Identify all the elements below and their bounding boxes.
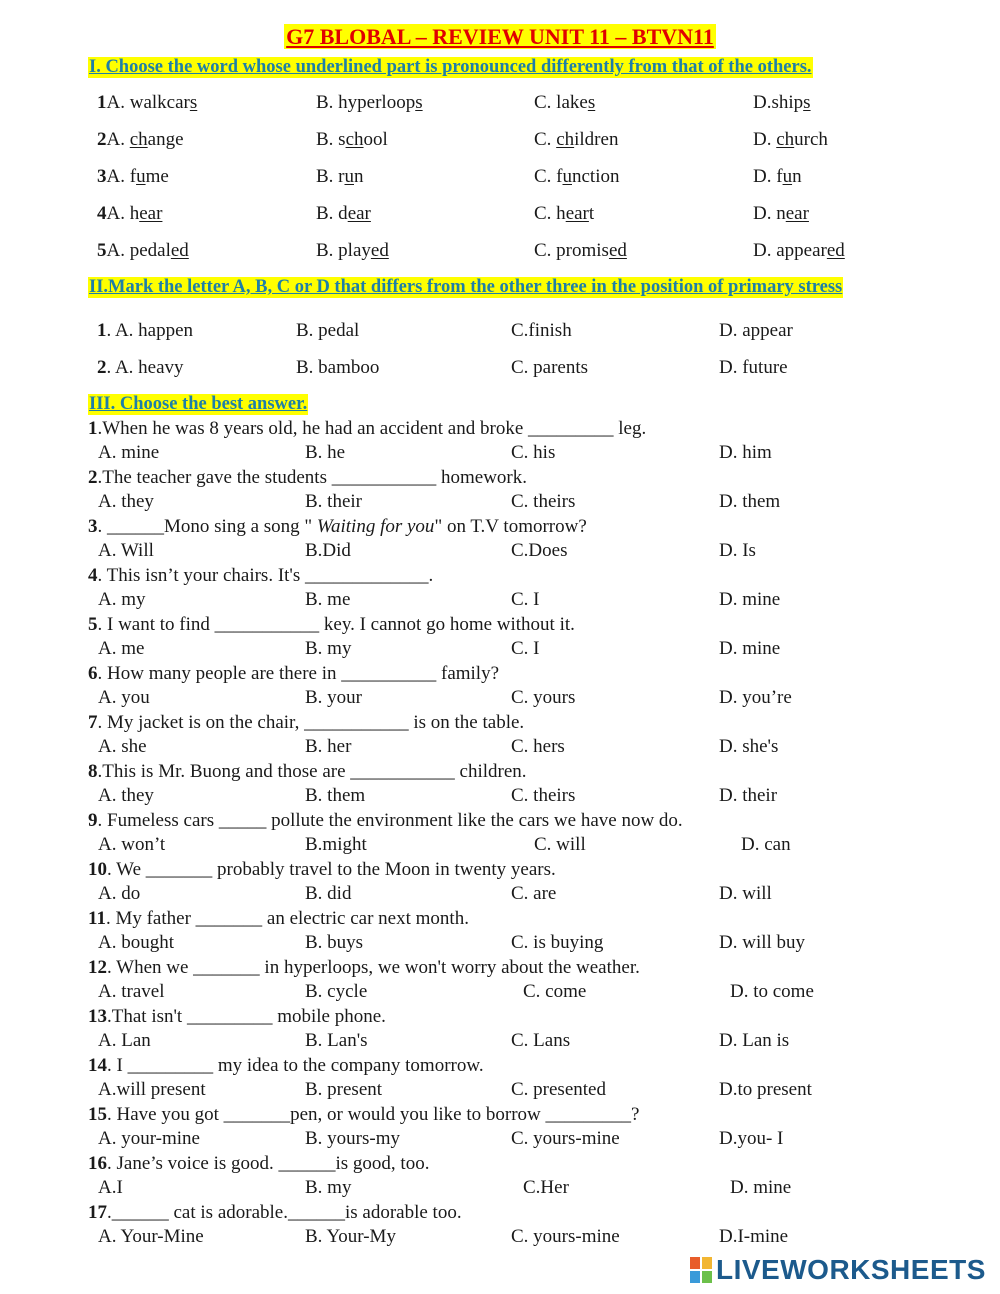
option-a[interactable]: A. travel (98, 981, 165, 1002)
option-a[interactable]: A. me (98, 638, 145, 659)
option-d[interactable]: D. them (719, 491, 781, 512)
question-number: 10 (88, 859, 107, 880)
pronunciation-row (0, 92, 1000, 118)
option-c[interactable] (534, 92, 595, 114)
option-text: A. (106, 129, 130, 150)
option-b[interactable]: B. cycle (305, 981, 368, 1002)
stress-row (0, 357, 1000, 383)
option-c[interactable]: C. Lans (511, 1030, 571, 1051)
question-stem: . My jacket is on the chair, ___________ is on the table. (97, 712, 525, 733)
option-a[interactable] (97, 129, 184, 151)
option-b[interactable]: B. their (305, 491, 362, 512)
underlined-part: ch (129, 129, 148, 150)
option-a[interactable] (97, 166, 169, 188)
question-number: 7 (88, 712, 98, 733)
option-b[interactable]: B.Did (305, 540, 351, 561)
question-stem: . When we _______ in hyperloops, we won't worry about the weather. (107, 957, 640, 978)
question-stem: .This is Mr. Buong and those are ___________ children. (97, 761, 527, 782)
question-text (88, 1104, 639, 1126)
option-a[interactable]: A. Your-Mine (98, 1226, 204, 1247)
logo-text: LIVEWORKSHEETS (716, 1254, 986, 1285)
option-b[interactable] (296, 320, 359, 342)
pronunciation-row (0, 240, 1000, 266)
question-stem: . ______Mono sing a song " (97, 516, 317, 537)
option-a[interactable]: A. you (98, 687, 150, 708)
stress-row (0, 320, 1000, 346)
answer-options (0, 1226, 1000, 1250)
option-text: ool (363, 129, 388, 150)
question-number: 17 (88, 1202, 107, 1223)
option-b[interactable]: B. Lan's (305, 1030, 368, 1051)
option-d[interactable]: D.you- I (719, 1128, 784, 1149)
option-text: t (588, 203, 595, 224)
option-c[interactable] (534, 203, 594, 225)
option-c[interactable]: C.Her (523, 1177, 569, 1198)
option-c[interactable] (534, 129, 618, 151)
answer-options (0, 736, 1000, 760)
option-text: . A. happen (106, 320, 194, 341)
option-a[interactable]: A. won’t (98, 834, 166, 855)
option-text: B. r (316, 166, 345, 187)
option-d[interactable]: D. him (719, 442, 772, 463)
option-text: urch (794, 129, 828, 150)
song-title: Waiting for you (316, 516, 435, 537)
question-stem: .The teacher gave the students ___________ homework. (97, 467, 527, 488)
option-d[interactable]: D. she's (719, 736, 779, 757)
underlined-part: ed (826, 240, 845, 261)
underlined-part: ed (608, 240, 627, 261)
underlined-part: ed (370, 240, 389, 261)
option-text: C. h (534, 203, 566, 224)
question-number: 2 (97, 129, 107, 150)
underlined-part: ear (347, 203, 371, 224)
question-stem: . My father _______ an electric car next month. (105, 908, 469, 929)
question-number: 6 (88, 663, 98, 684)
question-stem: . Jane’s voice is good. ______is good, too. (107, 1153, 430, 1174)
option-d[interactable]: D. will (719, 883, 772, 904)
answer-options (0, 1030, 1000, 1054)
option-text: C.finish (511, 320, 572, 341)
option-b[interactable]: B. he (305, 442, 346, 463)
option-a[interactable] (97, 357, 184, 379)
option-d[interactable]: D. Is (719, 540, 756, 561)
question-text (88, 565, 433, 587)
option-text: ildren (574, 129, 619, 150)
title-text: G7 BLOBAL – REVIEW UNIT 11 – BTVN11 (286, 24, 714, 49)
answer-options (0, 981, 1000, 1005)
section3-heading: III. Choose the best answer. (89, 394, 308, 414)
option-text: ange (147, 129, 184, 150)
option-text: D. future (719, 357, 788, 378)
option-c[interactable]: C. yours (511, 687, 576, 708)
option-d[interactable] (753, 203, 809, 225)
option-d[interactable] (719, 357, 788, 379)
answer-options (0, 442, 1000, 466)
option-c[interactable] (511, 320, 572, 342)
question-text (88, 1055, 484, 1077)
option-c[interactable]: C. I (511, 638, 540, 659)
option-text: A. f (106, 166, 137, 187)
option-c[interactable]: C. theirs (511, 491, 576, 512)
section1-heading: I. Choose the word whose underlined part is pronounced differently from that of the others. (89, 57, 812, 77)
option-d[interactable]: D. mine (719, 589, 781, 610)
section2-heading: II.Mark the letter A, B, C or D that differs from the other three in the position of primary stress (89, 277, 843, 297)
option-text: D.ship (753, 92, 804, 113)
option-d[interactable] (753, 92, 811, 114)
option-d[interactable]: D. mine (730, 1177, 792, 1198)
option-b[interactable]: B. present (305, 1079, 383, 1100)
option-a[interactable]: A. do (98, 883, 141, 904)
answer-options (0, 1177, 1000, 1201)
question-number: 4 (88, 565, 98, 586)
underlined-part: ch (776, 129, 795, 150)
option-text: C. parents (511, 357, 589, 378)
answer-options (0, 1128, 1000, 1152)
option-c[interactable]: C. are (511, 883, 557, 904)
question-text (88, 761, 527, 783)
option-a[interactable]: A. mine (98, 442, 160, 463)
option-b[interactable] (296, 357, 379, 379)
option-c[interactable]: C. presented (511, 1079, 606, 1100)
option-b[interactable]: B. my (305, 1177, 352, 1198)
question-stem: . We _______ probably travel to the Moon in twenty years. (107, 859, 556, 880)
option-c[interactable] (534, 166, 620, 188)
option-a[interactable]: A.will present (98, 1079, 206, 1100)
question-text (88, 614, 575, 636)
question-number: 2 (88, 467, 98, 488)
question-text (88, 712, 524, 734)
option-b[interactable]: B. your (305, 687, 362, 708)
underlined-part: ch (345, 129, 364, 150)
logo-square-4 (702, 1271, 712, 1283)
logo-square-2 (702, 1257, 712, 1269)
answer-options (0, 785, 1000, 809)
option-c[interactable]: C. his (511, 442, 556, 463)
option-text: nction (572, 166, 620, 187)
option-c[interactable]: C. yours-mine (511, 1226, 620, 1247)
option-text: B. play (316, 240, 371, 261)
option-text: B. pedal (296, 320, 360, 341)
option-b[interactable]: B. my (305, 638, 352, 659)
option-d[interactable]: D.to present (719, 1079, 812, 1100)
pronunciation-row (0, 129, 1000, 155)
liveworksheets-logo (690, 1255, 986, 1285)
option-c[interactable] (511, 357, 588, 379)
option-text: D. (753, 129, 777, 150)
question-number: 12 (88, 957, 107, 978)
logo-square-3 (690, 1271, 700, 1283)
question-text (88, 418, 646, 440)
option-d[interactable] (753, 240, 845, 262)
option-text: A. pedal (106, 240, 171, 261)
question-number: 5 (88, 614, 98, 635)
underlined-part: u (782, 166, 793, 187)
option-d[interactable] (719, 320, 793, 342)
option-text: C. lake (534, 92, 588, 113)
question-number: 3 (88, 516, 98, 537)
logo-square-1 (690, 1257, 700, 1269)
option-d[interactable]: D. to come (730, 981, 814, 1002)
option-c[interactable]: C. come (523, 981, 587, 1002)
option-text: A. h (106, 203, 140, 224)
question-number: 2 (97, 357, 107, 378)
underlined-part: ear (565, 203, 589, 224)
question-stem: .When he was 8 years old, he had an accident and broke _________ leg. (97, 418, 647, 439)
question-number: 14 (88, 1055, 107, 1076)
question-text (88, 1153, 429, 1175)
question-text (88, 467, 527, 489)
option-text: D. appear (753, 240, 827, 261)
option-a[interactable]: A.I (98, 1177, 123, 1198)
option-a[interactable]: A. Will (98, 540, 154, 561)
question-stem: . Have you got _______pen, or would you like to borrow _________? (107, 1104, 640, 1125)
option-b[interactable]: B. her (305, 736, 352, 757)
option-d[interactable]: D. mine (719, 638, 781, 659)
question-stem: " on T.V tomorrow? (434, 516, 587, 537)
option-d[interactable]: D. can (741, 834, 791, 855)
option-text: me (145, 166, 169, 187)
option-c[interactable]: C. yours-mine (511, 1128, 620, 1149)
question-number: 1 (88, 418, 98, 439)
option-a[interactable]: A. my (98, 589, 146, 610)
question-stem: . Fumeless cars _____ pollute the environment like the cars we have now do. (97, 810, 683, 831)
option-a[interactable]: A. they (98, 785, 154, 806)
option-b[interactable]: B.might (305, 834, 367, 855)
question-stem: . This isn’t your chairs. It's _____________. (97, 565, 434, 586)
question-stem: .That isn't _________ mobile phone. (107, 1006, 386, 1027)
option-b[interactable]: B. them (305, 785, 366, 806)
answer-options (0, 1079, 1000, 1103)
option-b[interactable] (316, 92, 423, 114)
option-c[interactable] (534, 240, 627, 262)
question-text (88, 663, 499, 685)
question-number: 15 (88, 1104, 107, 1125)
question-number: 3 (97, 166, 107, 187)
underlined-part: s (189, 92, 198, 113)
option-text: C. (534, 129, 557, 150)
option-a[interactable] (97, 320, 193, 342)
question-text (88, 516, 587, 538)
option-b[interactable] (316, 240, 389, 262)
answer-options (0, 540, 1000, 564)
question-number: 13 (88, 1006, 107, 1027)
underlined-part: ear (139, 203, 163, 224)
underlined-part: u (136, 166, 146, 187)
question-text (88, 957, 640, 979)
option-text: . A. heavy (106, 357, 184, 378)
option-a[interactable]: A. she (98, 736, 147, 757)
question-number: 11 (88, 908, 106, 929)
underlined-part: s (587, 92, 596, 113)
option-c[interactable]: C. I (511, 589, 540, 610)
question-text (88, 1006, 386, 1028)
option-b[interactable] (316, 166, 364, 188)
underlined-part: s (803, 92, 811, 113)
question-number: 16 (88, 1153, 107, 1174)
option-b[interactable]: B. did (305, 883, 352, 904)
answer-options (0, 932, 1000, 956)
underlined-part: ear (785, 203, 809, 224)
liveworksheets-logo-icon (690, 1257, 712, 1283)
answer-options (0, 883, 1000, 907)
option-a[interactable] (97, 92, 197, 114)
option-d[interactable]: D. their (719, 785, 778, 806)
option-text: n (354, 166, 364, 187)
option-text: B. d (316, 203, 348, 224)
worksheet-title (0, 24, 1000, 50)
option-text: B. bamboo (296, 357, 380, 378)
answer-options (0, 687, 1000, 711)
option-d[interactable]: D. you’re (719, 687, 792, 708)
option-text: D. appear (719, 320, 793, 341)
option-b[interactable]: B. yours-my (305, 1128, 400, 1149)
option-c[interactable]: C.Does (511, 540, 568, 561)
option-text: C. f (534, 166, 563, 187)
option-c[interactable]: C. theirs (511, 785, 576, 806)
question-number: 5 (97, 240, 107, 261)
option-d[interactable]: D. Lan is (719, 1030, 790, 1051)
option-text: B. hyperloop (316, 92, 416, 113)
option-a[interactable]: A. they (98, 491, 154, 512)
question-text (88, 908, 469, 930)
underlined-part: ch (556, 129, 575, 150)
option-a[interactable] (97, 203, 162, 225)
underlined-part: u (344, 166, 354, 187)
answer-options (0, 491, 1000, 515)
option-text: A. walkcar (106, 92, 190, 113)
option-d[interactable] (753, 166, 802, 188)
option-c[interactable]: C. is buying (511, 932, 604, 953)
option-b[interactable] (316, 203, 371, 225)
option-b[interactable]: B. me (305, 589, 351, 610)
question-stem: . I _________ my idea to the company tomorrow. (107, 1055, 484, 1076)
question-number: 8 (88, 761, 98, 782)
question-stem: . I want to find ___________ key. I cannot go home without it. (97, 614, 575, 635)
option-a[interactable]: A. Lan (98, 1030, 151, 1051)
answer-options (0, 638, 1000, 662)
option-b[interactable]: B. buys (305, 932, 364, 953)
option-a[interactable]: A. your-mine (98, 1128, 200, 1149)
option-a[interactable]: A. bought (98, 932, 174, 953)
pronunciation-row (0, 166, 1000, 192)
answer-options (0, 589, 1000, 613)
option-text: C. promis (534, 240, 609, 261)
option-text: n (792, 166, 802, 187)
underlined-part: ed (170, 240, 189, 261)
question-text (88, 859, 556, 881)
option-text: D. f (753, 166, 783, 187)
underlined-part: u (562, 166, 572, 187)
option-c[interactable]: C. hers (511, 736, 565, 757)
option-d[interactable]: D. will buy (719, 932, 806, 953)
question-number: 9 (88, 810, 98, 831)
option-c[interactable]: C. will (534, 834, 586, 855)
question-number: 1 (97, 320, 107, 341)
option-a[interactable] (97, 240, 189, 262)
question-text (88, 810, 683, 832)
answer-options (0, 834, 1000, 858)
option-d[interactable]: D.I-mine (719, 1226, 789, 1247)
question-text (88, 1202, 462, 1224)
option-d[interactable] (753, 129, 828, 151)
option-text: B. s (316, 129, 346, 150)
option-text: D. n (753, 203, 786, 224)
question-stem: . How many people are there in __________ family? (97, 663, 500, 684)
option-b[interactable]: B. Your-My (305, 1226, 396, 1247)
question-stem: .______ cat is adorable.______is adorable too. (107, 1202, 462, 1223)
option-b[interactable] (316, 129, 388, 151)
question-number: 1 (97, 92, 107, 113)
question-number: 4 (97, 203, 107, 224)
underlined-part: s (415, 92, 423, 113)
pronunciation-row (0, 203, 1000, 229)
